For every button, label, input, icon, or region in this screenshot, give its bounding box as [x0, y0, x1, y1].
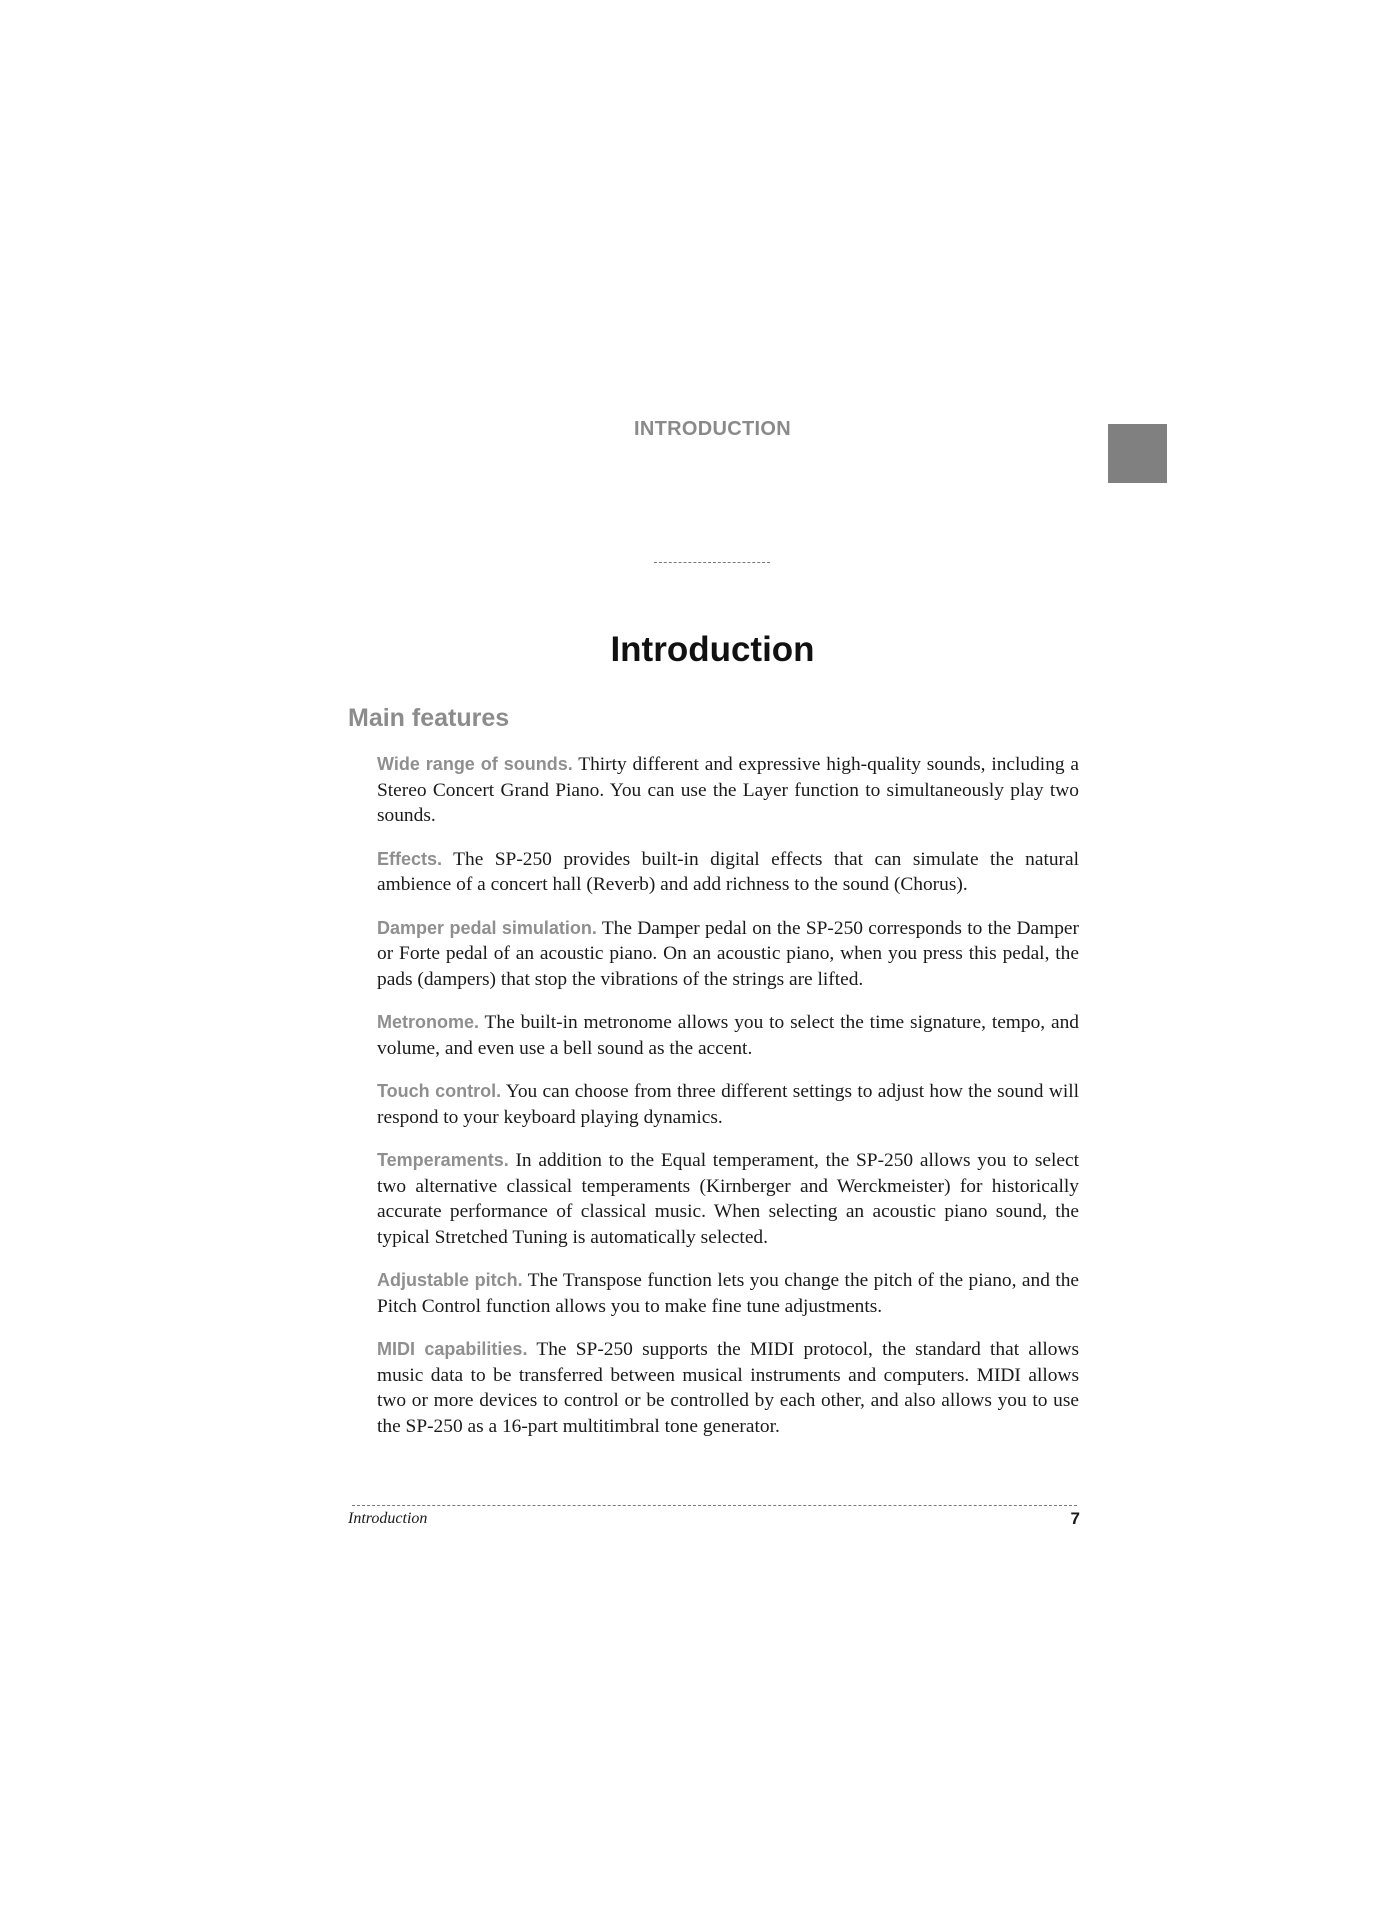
feature-lead: Temperaments.: [377, 1150, 509, 1170]
chapter-title: Introduction: [610, 630, 815, 669]
feature-text: The SP-250 provides built-in digital effects that can simulate the natural ambience of a concert hall (Reverb) and add richness to the sound (Chorus).: [377, 848, 1079, 895]
feature-lead: Touch control.: [377, 1081, 502, 1101]
feature-lead: Adjustable pitch.: [377, 1270, 523, 1290]
feature-text: The Transpose function lets you change the pitch of the piano, and the Pitch Control function allows you to make fine tune adjustments.: [377, 1270, 1080, 1317]
feature-lead: Wide range of sounds.: [377, 754, 573, 774]
page-number: 7: [1070, 1509, 1080, 1528]
feature-paragraph: [377, 1010, 1079, 1061]
feature-paragraph: [377, 752, 1079, 829]
feature-paragraph: [377, 1079, 1079, 1130]
feature-lead: Effects.: [377, 848, 443, 869]
feature-lead: MIDI capabilities.: [377, 1339, 528, 1359]
features-list: [377, 752, 1079, 1457]
feature-paragraph: [377, 1268, 1079, 1319]
feature-lead: Damper pedal simulation.: [377, 917, 597, 938]
feature-text: Thirty different and expressive high-quality sounds, including a Stereo Concert Grand Piano. You can use the Layer function to simultaneously play two sounds.: [377, 754, 1080, 826]
feature-text: The built-in metronome allows you to select the time signature, tempo, and volume, and even use a bell sound as the accent.: [377, 1012, 1080, 1059]
footer-divider: [352, 1505, 1077, 1506]
feature-paragraph: [377, 916, 1079, 993]
feature-lead: Metronome.: [377, 1012, 480, 1032]
feature-text: The SP-250 supports the MIDI protocol, the standard that allows music data to be transferred between musical instruments and computers. MIDI allows two or more devices to control or be controlled by each other, and also allows you to use the SP-250 as a 16-part multitimbral tone generator.: [377, 1339, 1079, 1437]
chapter-thumb-tab: [1108, 424, 1167, 483]
footer-title: Introduction: [348, 1510, 428, 1527]
running-header: INTRODUCTION: [634, 418, 791, 440]
feature-paragraph: [377, 1337, 1079, 1439]
feature-text: The Damper pedal on the SP-250 corresponds to the Damper or Forte pedal of an acoustic piano. On an acoustic piano, when you press this pedal, the pads (dampers) that stop the vibrations of the strings are lifted.: [377, 917, 1079, 990]
feature-text: You can choose from three different settings to adjust how the sound will respond to your keyboard playing dynamics.: [377, 1081, 1080, 1128]
header-divider: [654, 562, 770, 563]
feature-text: In addition to the Equal temperament, the SP-250 allows you to select two alternative classical temperaments (Kirnberger and Werckmeister) for historically accurate performance of classical music. When selecting an acoustic piano sound, the typical Stretched Tuning is automatically selected.: [377, 1150, 1079, 1248]
feature-paragraph: [377, 1148, 1079, 1250]
section-title: Main features: [348, 704, 510, 732]
feature-paragraph: [377, 847, 1079, 898]
